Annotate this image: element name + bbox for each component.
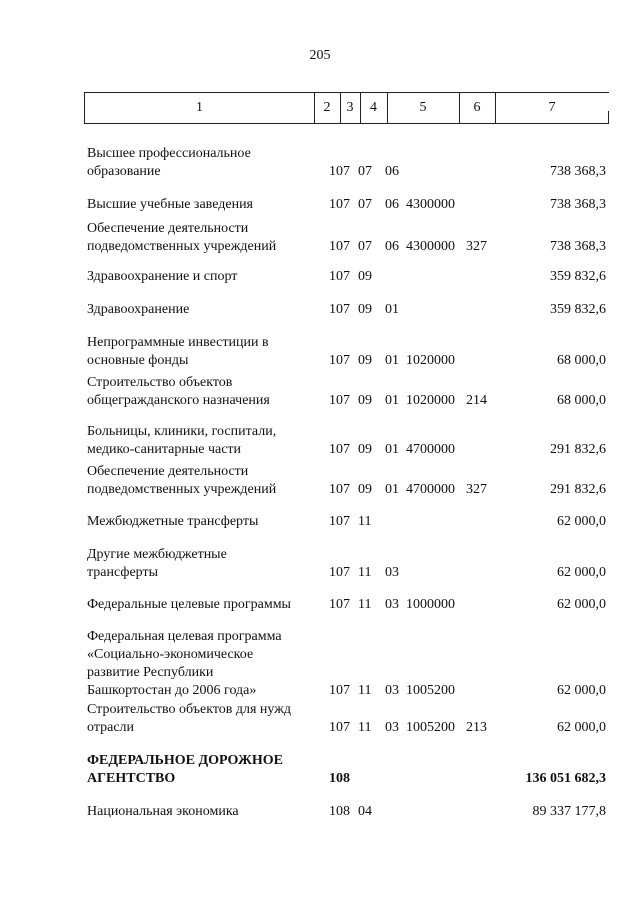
- amount: 62 000,0: [557, 720, 606, 735]
- row-codes: [0, 546, 640, 582]
- row-name: ФЕДЕРАЛЬНОЕ ДОРОЖНОЕ АГЕНТСТВО: [87, 753, 283, 786]
- row-name: Непрограммные инвестиции в основные фонды: [87, 335, 269, 368]
- row-name: Строительство объектов общегражданского назначения: [87, 375, 270, 408]
- admin-code: 107: [329, 353, 350, 368]
- row-codes: [0, 334, 640, 370]
- table-row: [0, 145, 640, 181]
- table-row: [0, 752, 640, 788]
- amount: 68 000,0: [557, 393, 606, 408]
- section-code: 09: [358, 393, 372, 408]
- admin-code: 107: [329, 720, 350, 735]
- row-name: Здравоохранение и спорт: [87, 269, 238, 284]
- expense-type-code: 327: [466, 239, 487, 254]
- amount: 89 337 177,8: [532, 804, 606, 819]
- expense-type-code: 214: [466, 393, 487, 408]
- admin-code: 107: [329, 442, 350, 457]
- admin-code: 107: [329, 565, 350, 580]
- section-code: 11: [358, 597, 372, 612]
- target-article-code: 4700000: [406, 482, 455, 497]
- header-col-5: 5: [387, 93, 460, 123]
- row-name: Другие межбюджетные трансферты: [87, 547, 227, 580]
- subsection-code: 03: [385, 683, 399, 698]
- admin-code: 107: [329, 269, 350, 284]
- target-article-code: 1005200: [406, 720, 455, 735]
- row-name: Федеральная целевая программа «Социально-экономическое развитие Республики Башкортостан до 2006 года»: [87, 629, 282, 698]
- table-row: [0, 301, 640, 319]
- table-row: [0, 220, 640, 256]
- row-name: Обеспечение деятельности подведомственных учреждений: [87, 464, 277, 497]
- header-col-4: 4: [360, 93, 388, 123]
- table-row: [0, 701, 640, 737]
- subsection-code: 01: [385, 393, 399, 408]
- table-row: [0, 628, 640, 700]
- subsection-code: 01: [385, 302, 399, 317]
- row-codes: [0, 196, 640, 214]
- admin-code: 107: [329, 597, 350, 612]
- row-codes: [0, 301, 640, 319]
- row-name: Национальная экономика: [87, 804, 239, 819]
- amount: 136 051 682,3: [525, 771, 606, 786]
- header-col-7: 7: [548, 100, 556, 115]
- row-codes: [0, 145, 640, 181]
- section-code: 04: [358, 804, 372, 819]
- header-col-1: 1: [85, 93, 315, 123]
- section-code: 07: [358, 164, 372, 179]
- subsection-code: 01: [385, 482, 399, 497]
- target-article-code: 4300000: [406, 239, 455, 254]
- table-row: [0, 374, 640, 410]
- admin-code: 107: [329, 164, 350, 179]
- subsection-code: 01: [385, 442, 399, 457]
- amount: 62 000,0: [557, 565, 606, 580]
- row-codes: [0, 268, 640, 286]
- row-codes: [0, 628, 640, 700]
- row-name: Высшее профессиональное образование: [87, 146, 251, 179]
- section-code: 11: [358, 514, 372, 529]
- subsection-code: 01: [385, 353, 399, 368]
- section-code: 09: [358, 442, 372, 457]
- admin-code: 107: [329, 514, 350, 529]
- section-code: 07: [358, 197, 372, 212]
- row-name: Здравоохранение: [87, 302, 190, 317]
- row-codes: [0, 596, 640, 614]
- subsection-code: 06: [385, 164, 399, 179]
- target-article-code: 1020000: [406, 393, 455, 408]
- amount: 291 832,6: [550, 442, 606, 457]
- section-code: 09: [358, 353, 372, 368]
- target-article-code: 1005200: [406, 683, 455, 698]
- table-row: [0, 334, 640, 370]
- row-name: Федеральные целевые программы: [87, 597, 291, 612]
- admin-code: 107: [329, 302, 350, 317]
- section-code: 11: [358, 565, 372, 580]
- row-name: Обеспечение деятельности подведомственных учреждений: [87, 221, 277, 254]
- row-name: Высшие учебные заведения: [87, 197, 253, 212]
- subsection-code: 03: [385, 597, 399, 612]
- row-codes: [0, 513, 640, 531]
- admin-code: 107: [329, 683, 350, 698]
- table-row: [0, 196, 640, 214]
- header-col-2: 2: [314, 93, 341, 123]
- row-codes: [0, 463, 640, 499]
- subsection-code: 06: [385, 239, 399, 254]
- amount: 291 832,6: [550, 482, 606, 497]
- row-name: Строительство объектов для нужд отрасли: [87, 702, 292, 735]
- section-code: 09: [358, 302, 372, 317]
- table-row: [0, 596, 640, 614]
- expense-type-code: 327: [466, 482, 487, 497]
- row-name: Больницы, клиники, госпитали, медико-санитарные части: [87, 424, 277, 457]
- amount: 62 000,0: [557, 683, 606, 698]
- row-codes: [0, 374, 640, 410]
- row-codes: [0, 220, 640, 256]
- admin-code: 108: [329, 771, 350, 786]
- table-row: [0, 803, 640, 821]
- section-code: 07: [358, 239, 372, 254]
- header-col-3: 3: [340, 93, 361, 123]
- section-code: 09: [358, 482, 372, 497]
- amount: 738 368,3: [550, 197, 606, 212]
- row-codes: [0, 752, 640, 788]
- amount: 359 832,6: [550, 302, 606, 317]
- section-code: 11: [358, 683, 372, 698]
- section-code: 09: [358, 269, 372, 284]
- target-article-code: 4300000: [406, 197, 455, 212]
- row-codes: [0, 803, 640, 821]
- row-codes: [0, 701, 640, 737]
- page-number: 205: [309, 48, 331, 63]
- row-codes: [0, 423, 640, 459]
- amount: 62 000,0: [557, 514, 606, 529]
- table-row: [0, 423, 640, 459]
- header-col-6: 6: [459, 93, 496, 123]
- target-article-code: 1000000: [406, 597, 455, 612]
- subsection-code: 03: [385, 720, 399, 735]
- amount: 738 368,3: [550, 239, 606, 254]
- admin-code: 107: [329, 239, 350, 254]
- amount: 68 000,0: [557, 353, 606, 368]
- row-name: Межбюджетные трансферты: [87, 514, 259, 529]
- admin-code: 107: [329, 482, 350, 497]
- table-row: [0, 268, 640, 286]
- table-row: [0, 463, 640, 499]
- table-row: [0, 546, 640, 582]
- admin-code: 107: [329, 197, 350, 212]
- subsection-code: 06: [385, 197, 399, 212]
- subsection-code: 03: [385, 565, 399, 580]
- target-article-code: 4700000: [406, 442, 455, 457]
- admin-code: 107: [329, 393, 350, 408]
- target-article-code: 1020000: [406, 353, 455, 368]
- amount: 62 000,0: [557, 597, 606, 612]
- amount: 738 368,3: [550, 164, 606, 179]
- admin-code: 108: [329, 804, 350, 819]
- section-code: 11: [358, 720, 372, 735]
- table-row: [0, 513, 640, 531]
- expense-type-code: 213: [466, 720, 487, 735]
- amount: 359 832,6: [550, 269, 606, 284]
